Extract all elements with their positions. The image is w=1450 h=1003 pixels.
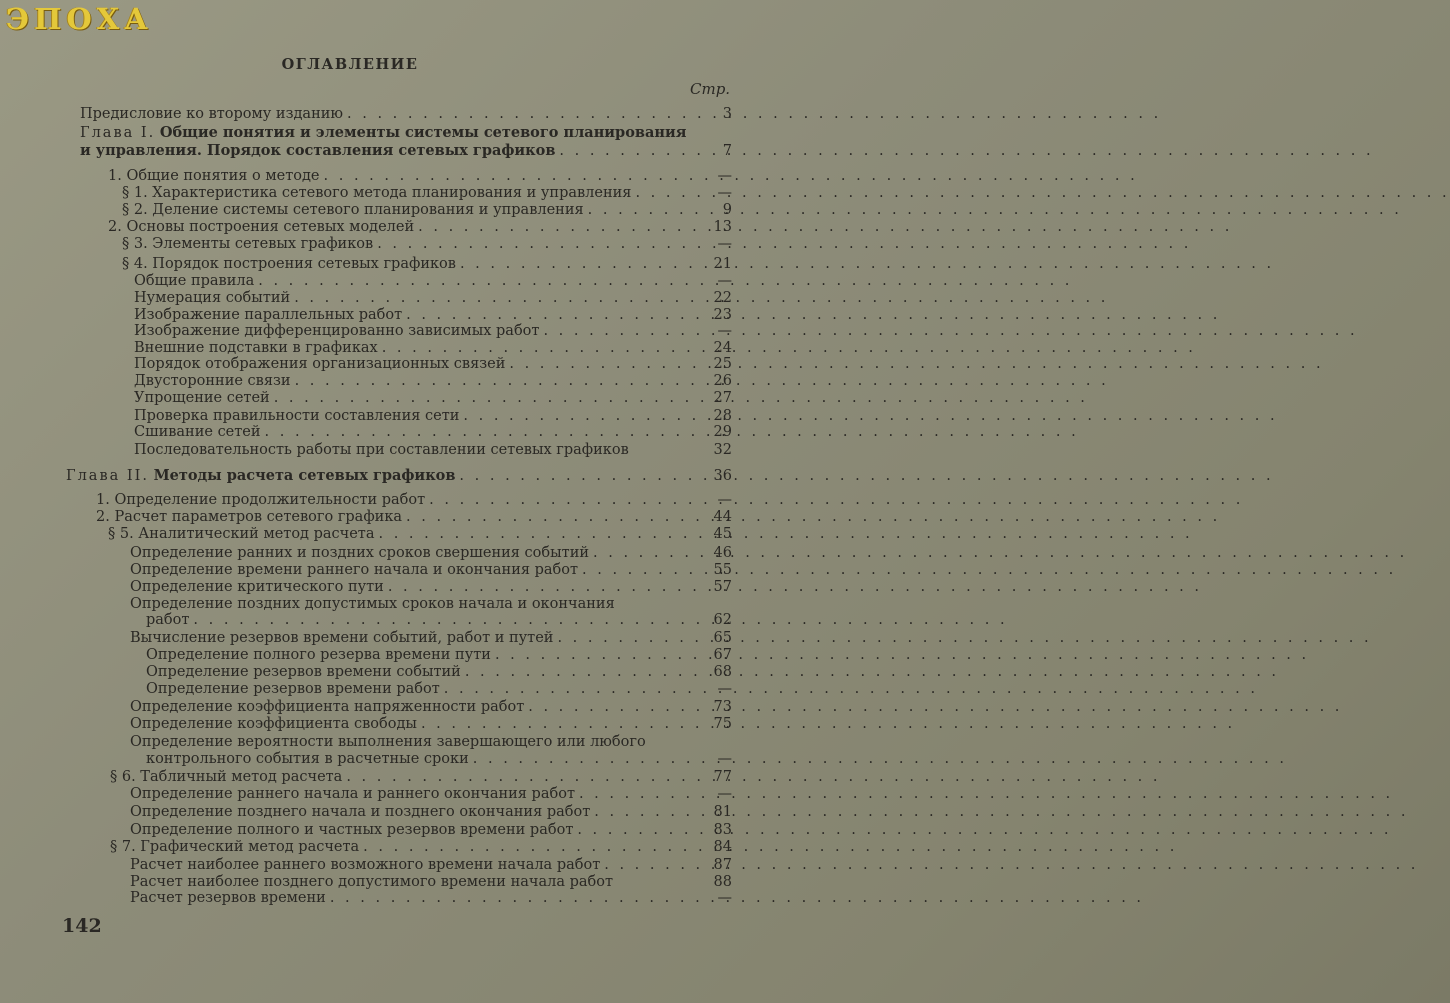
toc-entry xyxy=(134,442,732,459)
entry-title: § 2. Деление системы сетевого планирования и управления xyxy=(122,202,584,218)
chapter1-title-line2: и управления. Порядок составления сетевых графиков xyxy=(80,142,556,159)
dot-leader xyxy=(291,373,710,390)
dot-leader xyxy=(631,185,713,202)
entry-title: Определение поздних допустимых сроков начала и окончания xyxy=(130,596,615,612)
entry-title: 1. Общие понятия о методе xyxy=(108,168,320,184)
toc-entry xyxy=(134,290,732,307)
toc-entry xyxy=(134,390,732,407)
dot-leader xyxy=(455,468,709,485)
toc-entry xyxy=(130,804,732,821)
toc-entry xyxy=(134,424,732,441)
toc-entry xyxy=(130,545,732,562)
dot-leader xyxy=(373,236,713,253)
toc-entry xyxy=(130,822,732,839)
toc-entry xyxy=(130,734,732,751)
page-number: 142 xyxy=(62,915,102,937)
chapter2-heading xyxy=(66,467,455,485)
toc-entry-preface xyxy=(80,106,732,123)
toc-entry xyxy=(130,579,732,596)
entry-page: — xyxy=(717,168,732,184)
entry-page: 23 xyxy=(713,307,732,323)
entry-title: § 4. Порядок построения сетевых графиков xyxy=(122,256,456,272)
entry-page: 27 xyxy=(713,390,732,406)
toc-entry xyxy=(130,699,732,716)
entry-title: Расчет наиболее позднего допустимого времени начала работ xyxy=(130,874,613,890)
entry-title: Внешние подставки в графиках xyxy=(134,340,378,356)
toc-entry xyxy=(146,751,732,768)
entry-page: 45 xyxy=(713,526,732,542)
entry-title: § 5. Аналитический метод расчета xyxy=(108,526,375,542)
entry-title: Определение критического пути xyxy=(130,579,384,595)
entry-page: 9 xyxy=(722,202,732,218)
dot-leader xyxy=(456,256,710,273)
entry-title: Определение ранних и поздних сроков свершения событий xyxy=(130,545,590,561)
toc-entry xyxy=(134,323,732,340)
dot-leader xyxy=(589,545,710,562)
chapter2-prefix: Глава II. xyxy=(66,468,149,484)
entry-title: Определение времени раннего начала и окончания работ xyxy=(130,562,579,578)
dot-leader xyxy=(555,143,718,160)
entry-page: 3 xyxy=(722,106,732,122)
entry-page: 21 xyxy=(713,256,732,272)
entry-page: 22 xyxy=(713,290,732,306)
entry-title: Определение коэффициента свободы xyxy=(130,716,417,732)
chapter1-prefix: Глава I. xyxy=(80,125,156,141)
toc-entry xyxy=(134,408,732,425)
dot-leader xyxy=(539,323,713,340)
toc-entry xyxy=(122,185,732,202)
dot-leader xyxy=(270,390,710,407)
entry-title: Определение коэффициента напряженности работ xyxy=(130,699,525,715)
dot-leader xyxy=(384,579,710,596)
toc-entry xyxy=(130,786,732,803)
entry-title: Последовательность работы при составлении сетевых графиков xyxy=(134,442,629,458)
entry-title: 1. Определение продолжительности работ xyxy=(96,492,426,508)
entry-title: Определение полного резерва времени пути xyxy=(146,647,491,663)
entry-title: § 1. Характеристика сетевого метода планирования и управления xyxy=(122,185,632,201)
dot-leader xyxy=(402,307,709,324)
toc-entry xyxy=(130,890,732,907)
entry-title: § 6. Табличный метод расчета xyxy=(110,769,343,785)
entry-title: Определение полного и частных резервов времени работ xyxy=(130,822,574,838)
dot-leader xyxy=(326,890,714,907)
entry-page: — xyxy=(717,492,732,508)
toc-entry xyxy=(134,273,732,290)
toc-entry xyxy=(130,630,732,647)
toc-chapter1-line2 xyxy=(80,142,732,160)
toc-entry xyxy=(146,664,732,681)
entry-title: Порядок отображения организационных связей xyxy=(134,356,506,372)
dot-leader xyxy=(553,630,709,647)
entry-title: Предисловие ко второму изданию xyxy=(80,106,344,122)
entry-title: Двусторонние связи xyxy=(134,373,291,389)
toc-entry xyxy=(110,769,732,786)
entry-page: 55 xyxy=(713,562,732,578)
toc-entry xyxy=(110,839,732,856)
entry-page: — xyxy=(717,236,732,252)
entry-page: 81 xyxy=(713,804,732,820)
page-column-label: Стр. xyxy=(690,80,731,98)
entry-title: Упрощение сетей xyxy=(134,390,270,406)
entry-page: — xyxy=(717,751,732,767)
dot-leader xyxy=(261,424,710,441)
entry-page: 57 xyxy=(713,579,732,595)
toc-entry xyxy=(108,219,732,236)
dot-leader xyxy=(491,647,710,664)
dot-leader xyxy=(359,839,709,856)
dot-leader xyxy=(343,106,719,123)
entry-title: Изображение дифференцированно зависимых работ xyxy=(134,323,540,339)
toc-entry xyxy=(130,716,732,733)
watermark-logo: ЭПОХА xyxy=(6,2,153,36)
dot-leader xyxy=(414,219,709,236)
toc-entry xyxy=(122,202,732,219)
toc-heading: ОГЛАВЛЕНИЕ xyxy=(281,56,419,73)
dot-leader xyxy=(320,168,714,185)
dot-leader xyxy=(378,340,710,357)
entry-title: контрольного события в расчетные сроки xyxy=(146,751,469,767)
entry-page: 88 xyxy=(713,874,732,890)
entry-title: 2. Расчет параметров сетевого графика xyxy=(96,509,403,525)
entry-page: 67 xyxy=(713,647,732,663)
toc-entry xyxy=(134,373,732,390)
entry-title: Определение резервов времени событий xyxy=(146,664,461,680)
dot-leader xyxy=(575,786,714,803)
toc-entry xyxy=(134,340,732,357)
entry-page: 44 xyxy=(713,509,732,525)
dot-leader xyxy=(590,804,709,821)
entry-title: Определение позднего начала и позднего окончания работ xyxy=(130,804,591,820)
toc-entry xyxy=(130,857,732,874)
toc-entry xyxy=(96,509,732,526)
dot-leader xyxy=(524,699,709,716)
toc-entry xyxy=(108,526,732,543)
toc-entry xyxy=(146,647,732,664)
toc-entry xyxy=(108,168,732,185)
dot-leader xyxy=(417,716,710,733)
dot-leader xyxy=(440,681,714,698)
toc-entry xyxy=(122,236,732,253)
dot-leader xyxy=(189,612,709,629)
entry-page: 62 xyxy=(713,612,732,628)
dot-leader xyxy=(584,202,719,219)
toc-entry xyxy=(130,562,732,579)
entry-title: Определение резервов времени работ xyxy=(146,681,440,697)
entry-page: 36 xyxy=(713,468,732,484)
toc-entry xyxy=(96,492,732,509)
entry-page: — xyxy=(717,890,732,906)
dot-leader xyxy=(600,857,709,874)
entry-page: 83 xyxy=(713,822,732,838)
entry-page: 77 xyxy=(713,769,732,785)
chapter1-title-line1: Общие понятия и элементы системы сетевого планирования xyxy=(159,124,687,141)
toc-entry xyxy=(122,256,732,273)
entry-title: Изображение параллельных работ xyxy=(134,307,403,323)
entry-page: 13 xyxy=(713,219,732,235)
entry-page: — xyxy=(717,786,732,802)
toc-entry xyxy=(134,307,732,324)
entry-page: — xyxy=(717,185,732,201)
toc-entry xyxy=(146,612,732,629)
toc-entry xyxy=(130,874,732,891)
entry-title: Расчет наиболее раннего возможного времени начала работ xyxy=(130,857,601,873)
dot-leader xyxy=(402,509,710,526)
entry-title: § 3. Элементы сетевых графиков xyxy=(122,236,374,252)
dot-leader xyxy=(461,664,710,681)
entry-title: Сшивание сетей xyxy=(134,424,261,440)
toc-entry xyxy=(134,356,732,373)
chapter2-title: Методы расчета сетевых графиков xyxy=(153,467,456,484)
entry-page: 84 xyxy=(713,839,732,855)
entry-page: 65 xyxy=(713,630,732,646)
entry-page: 28 xyxy=(713,408,732,424)
entry-page: 26 xyxy=(713,373,732,389)
entry-page: — xyxy=(717,273,732,289)
entry-title: Вычисление резервов времени событий, работ и путей xyxy=(130,630,554,646)
entry-page: 25 xyxy=(713,356,732,372)
entry-title: Расчет резервов времени xyxy=(130,890,326,906)
entry-page: 24 xyxy=(713,340,732,356)
entry-page: 87 xyxy=(713,857,732,873)
toc-entry xyxy=(130,596,732,613)
dot-leader xyxy=(505,356,709,373)
entry-page: 29 xyxy=(713,424,732,440)
entry-page: 32 xyxy=(713,442,732,458)
dot-leader xyxy=(290,290,709,307)
entry-page: 7 xyxy=(722,143,732,159)
dot-leader xyxy=(578,562,710,579)
entry-title: § 7. Графический метод расчета xyxy=(110,839,360,855)
entry-page: 75 xyxy=(713,716,732,732)
toc-entry xyxy=(146,681,732,698)
entry-title: Определение раннего начала и раннего окончания работ xyxy=(130,786,575,802)
entry-page: — xyxy=(717,681,732,697)
dot-leader xyxy=(425,492,713,509)
entry-title: Определение вероятности выполнения завершающего или любого xyxy=(130,734,646,750)
entry-page: 46 xyxy=(713,545,732,561)
dot-leader xyxy=(573,822,709,839)
entry-title: Проверка правильности составления сети xyxy=(134,408,460,424)
entry-title: работ xyxy=(146,612,190,628)
toc-chapter2 xyxy=(66,467,732,485)
entry-title: 2. Основы построения сетевых моделей xyxy=(108,219,415,235)
entry-title: Общие правила xyxy=(134,273,255,289)
entry-page: 73 xyxy=(713,699,732,715)
toc-chapter1-line1 xyxy=(80,124,686,142)
entry-page: 68 xyxy=(713,664,732,680)
dot-leader xyxy=(254,273,713,290)
entry-page: — xyxy=(717,323,732,339)
dot-leader xyxy=(374,526,709,543)
dot-leader xyxy=(459,408,709,425)
dot-leader xyxy=(342,769,709,786)
dot-leader xyxy=(469,751,714,768)
entry-title: Нумерация событий xyxy=(134,290,291,306)
